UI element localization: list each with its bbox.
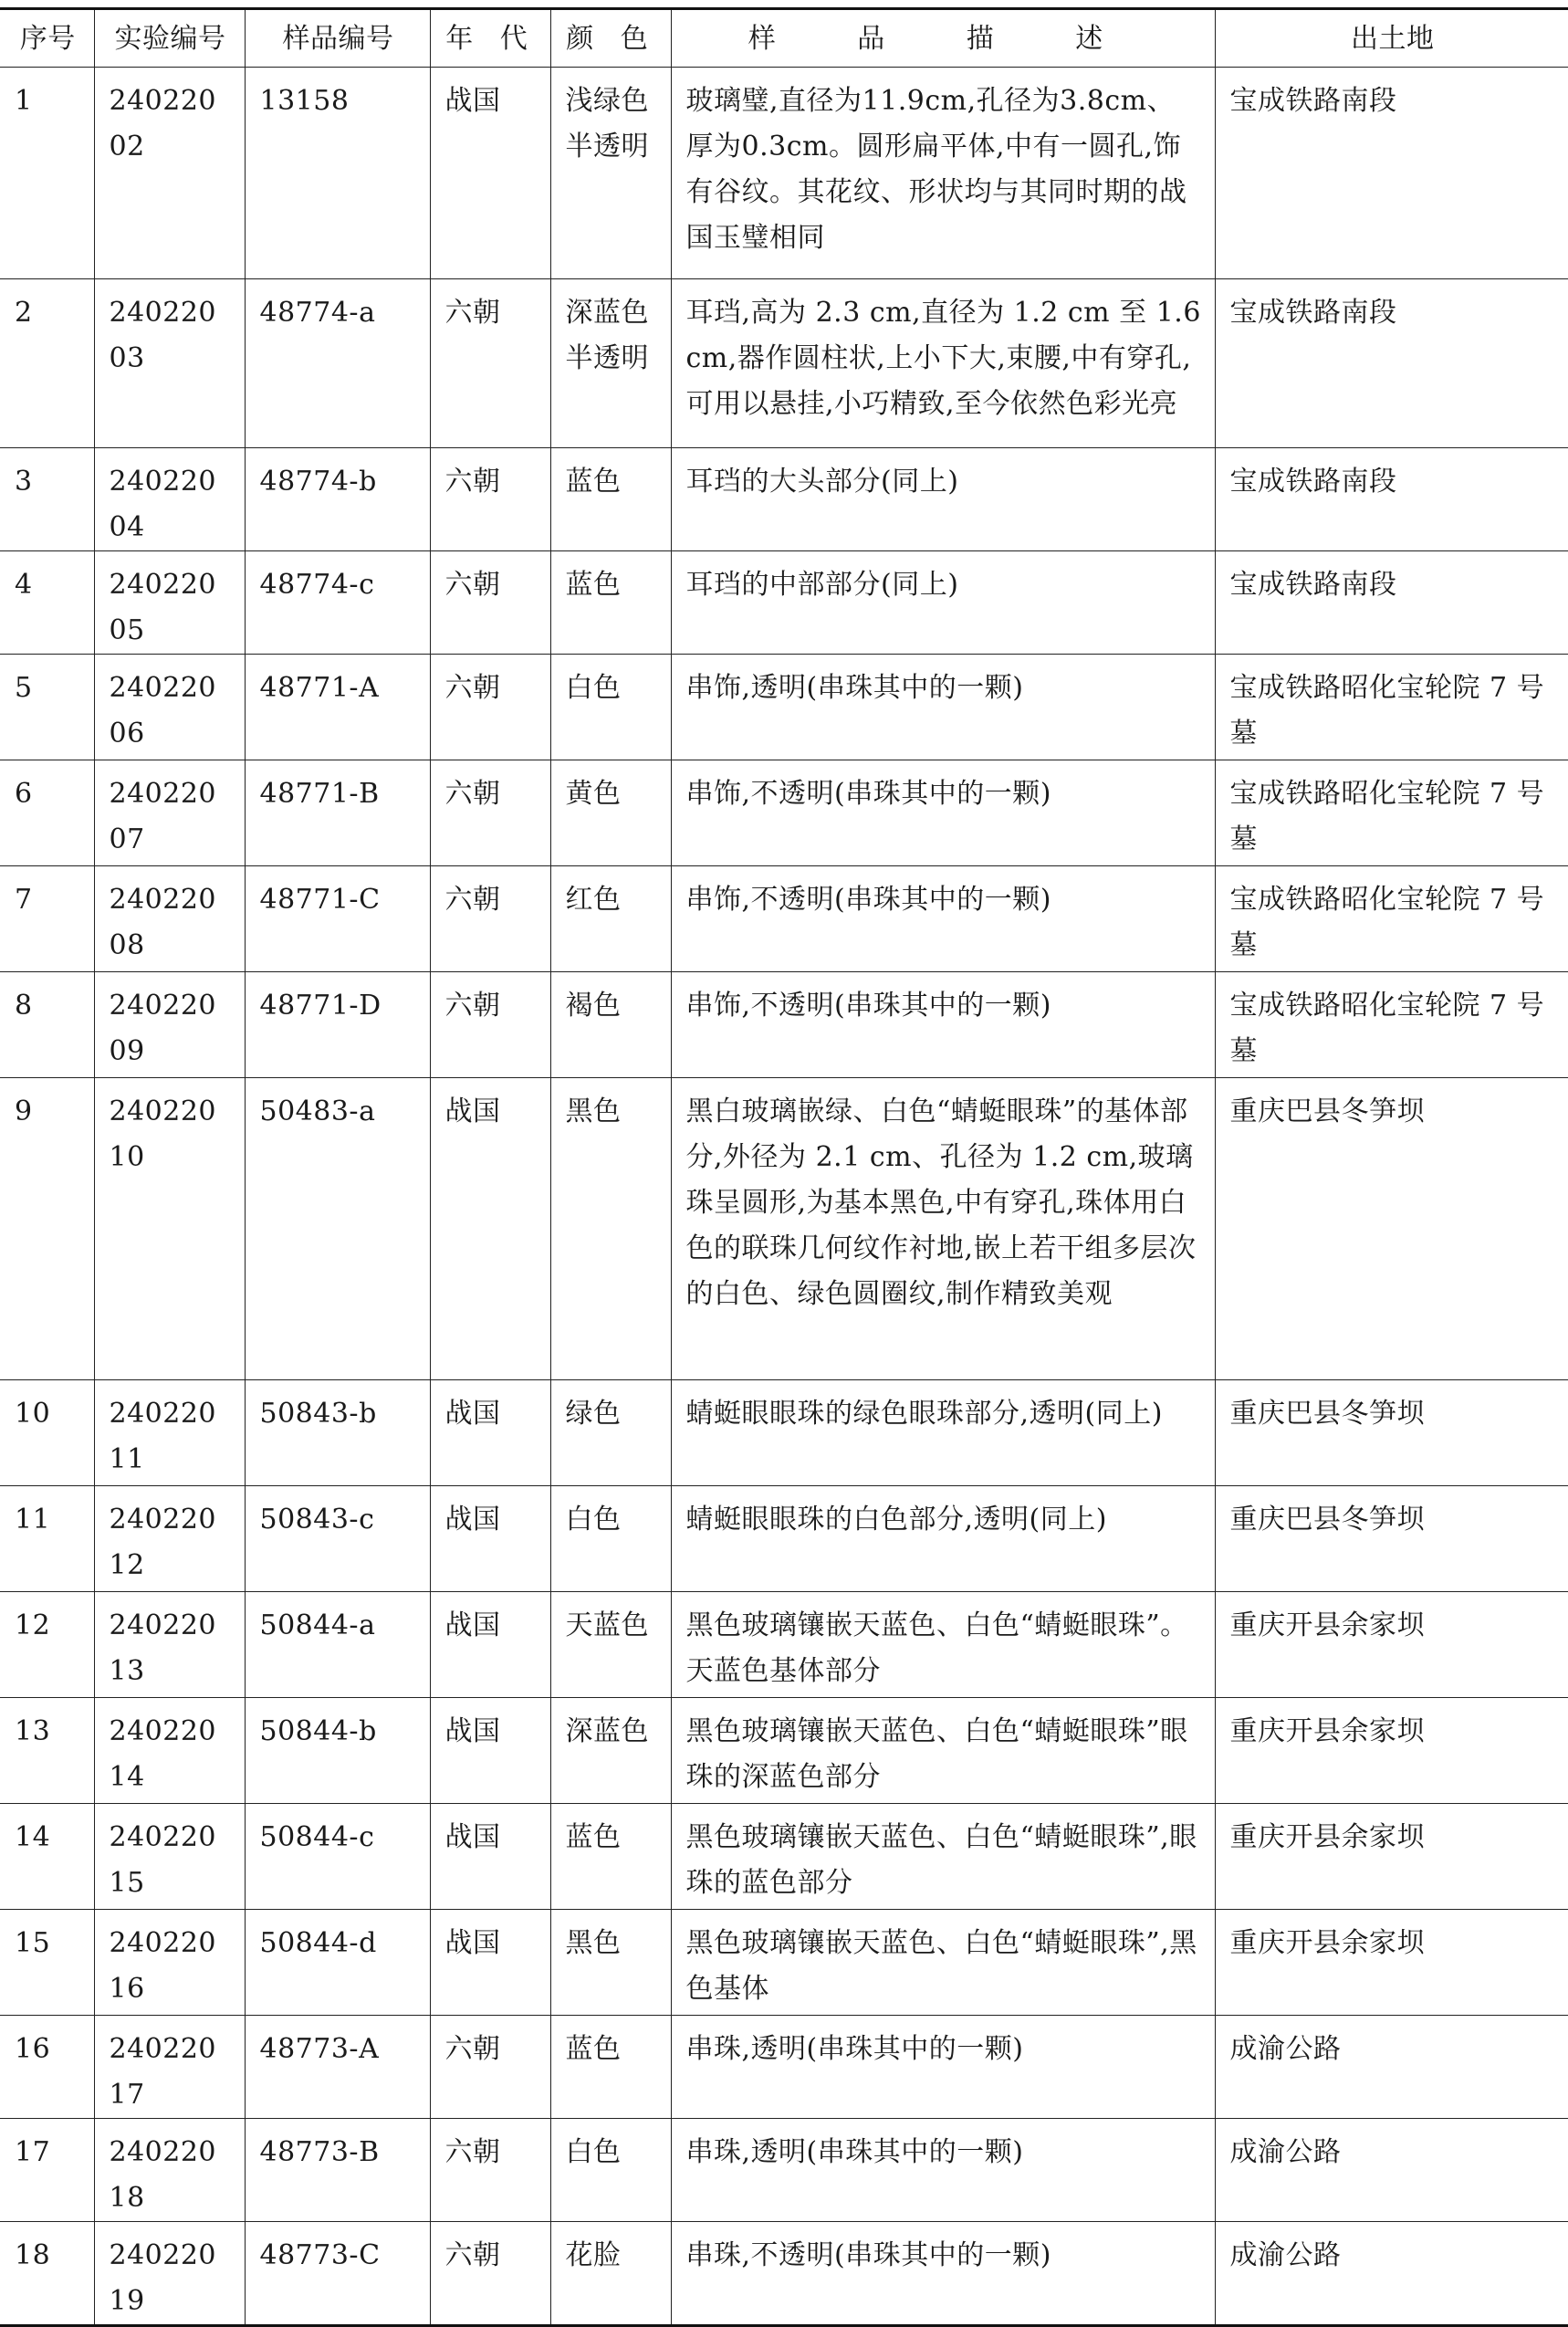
cell-sample-id: 48774-b [245, 448, 430, 551]
cell-seq: 13 [0, 1698, 94, 1804]
cell-sample-id: 50843-b [245, 1380, 430, 1486]
cell-color: 深蓝色半透明 [550, 279, 671, 448]
cell-color: 蓝色 [550, 551, 671, 655]
cell-site: 宝成铁路昭化宝轮院 7 号墓 [1215, 866, 1568, 972]
cell-exp-id: 24022017 [94, 2016, 245, 2119]
cell-sample-id: 48773-C [245, 2222, 430, 2326]
header-color: 颜 色 [550, 9, 671, 68]
cell-era: 战国 [430, 1698, 550, 1804]
cell-description: 串珠,不透明(串珠其中的一颗) [671, 2222, 1215, 2326]
header-exp-id: 实验编号 [94, 9, 245, 68]
cell-description: 串饰,不透明(串珠其中的一颗) [671, 760, 1215, 866]
cell-sample-id: 13158 [245, 68, 430, 279]
cell-description: 黑白玻璃嵌绿、白色“蜻蜓眼珠”的基体部分,外径为 2.1 cm、孔径为 1.2 cm,玻璃珠呈圆形,为基本黑色,中有穿孔,珠体用白色的联珠几何纹作衬地,嵌上若干组多层次的白色、绿色圆圈纹,制作精致美观 [671, 1078, 1215, 1380]
cell-color: 天蓝色 [550, 1592, 671, 1698]
cell-color: 黑色 [550, 1910, 671, 2016]
header-description: 样 品 描 述 [671, 9, 1215, 68]
cell-sample-id: 50844-c [245, 1804, 430, 1910]
cell-seq: 5 [0, 655, 94, 760]
cell-description: 串饰,不透明(串珠其中的一颗) [671, 866, 1215, 972]
cell-exp-id: 24022010 [94, 1078, 245, 1380]
cell-exp-id: 24022002 [94, 68, 245, 279]
cell-seq: 8 [0, 972, 94, 1078]
cell-era: 战国 [430, 68, 550, 279]
table-row [0, 2222, 1568, 2326]
table-row [0, 1078, 1568, 1380]
cell-sample-id: 50844-d [245, 1910, 430, 2016]
cell-color: 绿色 [550, 1380, 671, 1486]
cell-sample-id: 48771-C [245, 866, 430, 972]
cell-era: 六朝 [430, 2222, 550, 2326]
cell-seq: 9 [0, 1078, 94, 1380]
glass-samples-table [0, 7, 1568, 2327]
cell-description: 黑色玻璃镶嵌天蓝色、白色“蜻蜓眼珠”,黑色基体 [671, 1910, 1215, 2016]
cell-era: 六朝 [430, 2016, 550, 2119]
cell-exp-id: 24022012 [94, 1486, 245, 1592]
cell-seq: 15 [0, 1910, 94, 2016]
cell-era: 六朝 [430, 2119, 550, 2222]
table-row [0, 1804, 1568, 1910]
cell-exp-id: 24022014 [94, 1698, 245, 1804]
cell-site: 重庆开县余家坝 [1215, 1698, 1568, 1804]
cell-description: 蜻蜓眼眼珠的白色部分,透明(同上) [671, 1486, 1215, 1592]
table-row [0, 972, 1568, 1078]
cell-seq: 11 [0, 1486, 94, 1592]
cell-color: 白色 [550, 2119, 671, 2222]
cell-site: 宝成铁路昭化宝轮院 7 号墓 [1215, 655, 1568, 760]
cell-seq: 2 [0, 279, 94, 448]
cell-site: 重庆开县余家坝 [1215, 1804, 1568, 1910]
cell-color: 蓝色 [550, 1804, 671, 1910]
cell-color: 浅绿色半透明 [550, 68, 671, 279]
cell-color: 褐色 [550, 972, 671, 1078]
cell-exp-id: 24022007 [94, 760, 245, 866]
cell-site: 宝成铁路南段 [1215, 68, 1568, 279]
table-row [0, 1592, 1568, 1698]
cell-sample-id: 48771-A [245, 655, 430, 760]
cell-seq: 18 [0, 2222, 94, 2326]
cell-exp-id: 24022003 [94, 279, 245, 448]
cell-color: 白色 [550, 655, 671, 760]
cell-description: 串饰,不透明(串珠其中的一颗) [671, 972, 1215, 1078]
cell-seq: 14 [0, 1804, 94, 1910]
cell-description: 串饰,透明(串珠其中的一颗) [671, 655, 1215, 760]
cell-color: 花脸 [550, 2222, 671, 2326]
cell-exp-id: 24022008 [94, 866, 245, 972]
cell-color: 白色 [550, 1486, 671, 1592]
table-row [0, 1380, 1568, 1486]
cell-site: 宝成铁路南段 [1215, 279, 1568, 448]
table-row [0, 68, 1568, 279]
cell-description: 耳珰,高为 2.3 cm,直径为 1.2 cm 至 1.6 cm,器作圆柱状,上小下大,束腰,中有穿孔,可用以悬挂,小巧精致,至今依然色彩光亮 [671, 279, 1215, 448]
cell-site: 宝成铁路昭化宝轮院 7 号墓 [1215, 972, 1568, 1078]
cell-description: 玻璃璧,直径为11.9cm,孔径为3.8cm、厚为0.3cm。圆形扁平体,中有一圆孔,饰有谷纹。其花纹、形状均与其同时期的战国玉璧相同 [671, 68, 1215, 279]
cell-exp-id: 24022006 [94, 655, 245, 760]
cell-description: 耳珰的大头部分(同上) [671, 448, 1215, 551]
cell-color: 深蓝色 [550, 1698, 671, 1804]
cell-site: 重庆开县余家坝 [1215, 1910, 1568, 2016]
cell-sample-id: 48773-A [245, 2016, 430, 2119]
cell-era: 战国 [430, 1380, 550, 1486]
cell-site: 重庆巴县冬笋坝 [1215, 1078, 1568, 1380]
cell-site: 成渝公路 [1215, 2222, 1568, 2326]
table-body [0, 68, 1568, 2326]
cell-site: 成渝公路 [1215, 2016, 1568, 2119]
cell-exp-id: 24022004 [94, 448, 245, 551]
table-header [0, 9, 1568, 68]
cell-sample-id: 48774-a [245, 279, 430, 448]
cell-exp-id: 24022013 [94, 1592, 245, 1698]
cell-seq: 3 [0, 448, 94, 551]
cell-sample-id: 50844-a [245, 1592, 430, 1698]
cell-seq: 12 [0, 1592, 94, 1698]
cell-sample-id: 48774-c [245, 551, 430, 655]
cell-sample-id: 50843-c [245, 1486, 430, 1592]
cell-era: 六朝 [430, 551, 550, 655]
table-row [0, 760, 1568, 866]
cell-era: 战国 [430, 1078, 550, 1380]
cell-color: 黄色 [550, 760, 671, 866]
cell-description: 蜻蜓眼眼珠的绿色眼珠部分,透明(同上) [671, 1380, 1215, 1486]
cell-description: 耳珰的中部部分(同上) [671, 551, 1215, 655]
cell-exp-id: 24022019 [94, 2222, 245, 2326]
cell-description: 串珠,透明(串珠其中的一颗) [671, 2016, 1215, 2119]
table-row [0, 2016, 1568, 2119]
cell-era: 六朝 [430, 279, 550, 448]
cell-seq: 1 [0, 68, 94, 279]
header-sample-id: 样品编号 [245, 9, 430, 68]
cell-exp-id: 24022005 [94, 551, 245, 655]
header-site: 出土地 [1215, 9, 1568, 68]
cell-site: 宝成铁路南段 [1215, 551, 1568, 655]
table-row [0, 1910, 1568, 2016]
header-seq: 序号 [0, 9, 94, 68]
table-row [0, 866, 1568, 972]
cell-description: 黑色玻璃镶嵌天蓝色、白色“蜻蜓眼珠”,眼珠的蓝色部分 [671, 1804, 1215, 1910]
table-row [0, 2119, 1568, 2222]
cell-site: 宝成铁路昭化宝轮院 7 号墓 [1215, 760, 1568, 866]
cell-era: 战国 [430, 1486, 550, 1592]
cell-seq: 16 [0, 2016, 94, 2119]
cell-era: 六朝 [430, 448, 550, 551]
cell-description: 串珠,透明(串珠其中的一颗) [671, 2119, 1215, 2222]
header-row [0, 9, 1568, 68]
cell-era: 六朝 [430, 760, 550, 866]
header-era: 年 代 [430, 9, 550, 68]
cell-exp-id: 24022016 [94, 1910, 245, 2016]
table-row [0, 1698, 1568, 1804]
cell-site: 重庆巴县冬笋坝 [1215, 1380, 1568, 1486]
cell-color: 蓝色 [550, 448, 671, 551]
cell-era: 六朝 [430, 655, 550, 760]
cell-sample-id: 50844-b [245, 1698, 430, 1804]
cell-era: 战国 [430, 1804, 550, 1910]
cell-site: 成渝公路 [1215, 2119, 1568, 2222]
table-row [0, 448, 1568, 551]
cell-seq: 10 [0, 1380, 94, 1486]
cell-color: 红色 [550, 866, 671, 972]
cell-site: 宝成铁路南段 [1215, 448, 1568, 551]
cell-description: 黑色玻璃镶嵌天蓝色、白色“蜻蜓眼珠”。天蓝色基体部分 [671, 1592, 1215, 1698]
cell-color: 黑色 [550, 1078, 671, 1380]
cell-seq: 4 [0, 551, 94, 655]
table-row [0, 655, 1568, 760]
table-row [0, 1486, 1568, 1592]
cell-seq: 7 [0, 866, 94, 972]
cell-era: 战国 [430, 1592, 550, 1698]
cell-site: 重庆开县余家坝 [1215, 1592, 1568, 1698]
cell-exp-id: 24022018 [94, 2119, 245, 2222]
cell-era: 六朝 [430, 972, 550, 1078]
cell-sample-id: 48771-B [245, 760, 430, 866]
cell-color: 蓝色 [550, 2016, 671, 2119]
cell-exp-id: 24022009 [94, 972, 245, 1078]
cell-description: 黑色玻璃镶嵌天蓝色、白色“蜻蜓眼珠”眼珠的深蓝色部分 [671, 1698, 1215, 1804]
cell-sample-id: 48771-D [245, 972, 430, 1078]
cell-sample-id: 50483-a [245, 1078, 430, 1380]
cell-era: 战国 [430, 1910, 550, 2016]
cell-era: 六朝 [430, 866, 550, 972]
table-row [0, 551, 1568, 655]
cell-sample-id: 48773-B [245, 2119, 430, 2222]
table-row [0, 279, 1568, 448]
cell-exp-id: 24022015 [94, 1804, 245, 1910]
cell-seq: 17 [0, 2119, 94, 2222]
cell-seq: 6 [0, 760, 94, 866]
cell-exp-id: 24022011 [94, 1380, 245, 1486]
cell-site: 重庆巴县冬笋坝 [1215, 1486, 1568, 1592]
